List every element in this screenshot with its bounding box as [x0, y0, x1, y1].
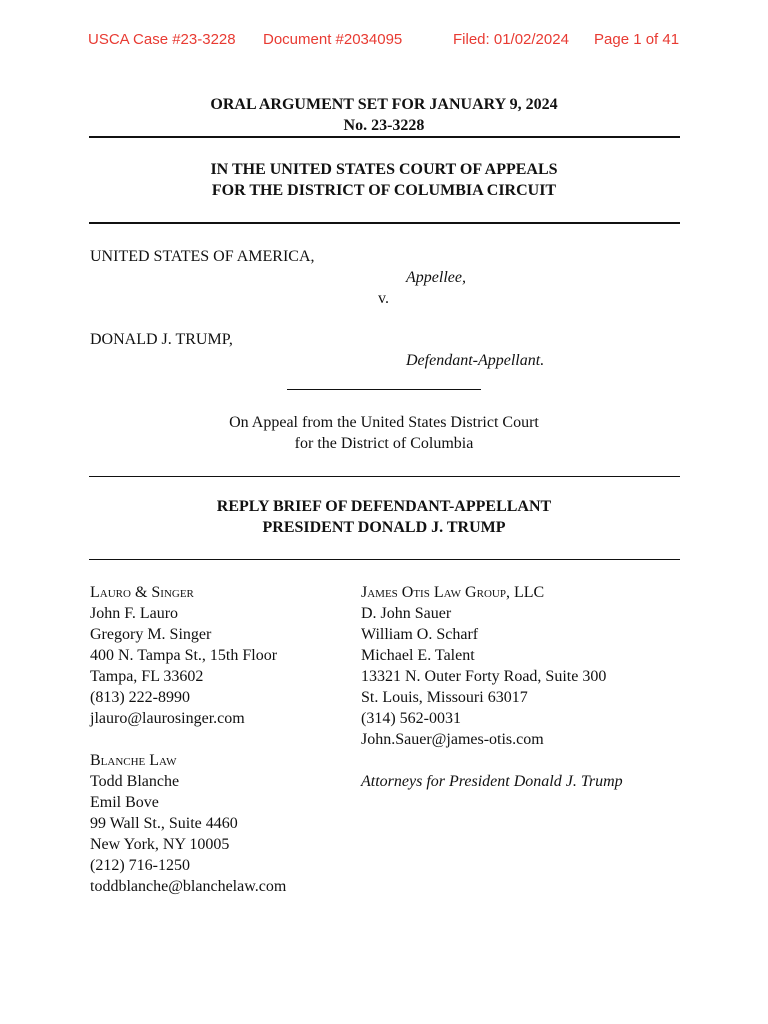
brief-title-line1: REPLY BRIEF OF DEFENDANT-APPELLANT: [216, 498, 552, 515]
case-number: No. 23-3228: [343, 117, 425, 134]
counsel-address: 13321 N. Outer Forty Road, Suite 300: [361, 668, 607, 685]
counsel-right-column: [361, 582, 623, 792]
counsel-email: John.Sauer@james-otis.com: [361, 731, 544, 748]
firm-name-james-otis: James Otis Law Group, LLC: [361, 584, 545, 601]
court-name-line1: IN THE UNITED STATES COURT OF APPEALS: [210, 161, 558, 178]
party-appellee-name: UNITED STATES OF AMERICA,: [90, 248, 315, 265]
counsel-address: 99 Wall St., Suite 4460: [90, 815, 238, 832]
counsel-left-column: [90, 582, 286, 897]
spacer: [90, 729, 286, 750]
divider-counsel: [89, 559, 680, 560]
stamp-document-number: Document #2034095: [263, 31, 403, 48]
divider-appeal: [89, 476, 680, 477]
party-appellee-role: Appellee,: [406, 269, 466, 286]
appeal-origin-line1: On Appeal from the United States District Court: [229, 414, 539, 431]
firm-name-lauro-singer: Lauro & Singer: [90, 584, 194, 601]
party-appellant-role: Defendant-Appellant.: [406, 352, 545, 369]
stamp-filed-date: Filed: 01/02/2024: [453, 31, 569, 48]
attorneys-for-line: Attorneys for President Donald J. Trump: [361, 773, 623, 790]
oral-argument-line: ORAL ARGUMENT SET FOR JANUARY 9, 2024: [210, 96, 558, 113]
counsel-email: toddblanche@blanchelaw.com: [90, 878, 287, 895]
counsel-address: 400 N. Tampa St., 15th Floor: [90, 647, 278, 664]
versus: v.: [378, 290, 389, 307]
counsel-email: jlauro@laurosinger.com: [90, 710, 245, 727]
stamp-case-number: USCA Case #23-3228: [88, 31, 236, 48]
counsel-block-blanche-law: [90, 750, 286, 897]
caption-separator: [287, 389, 481, 390]
counsel-city: Tampa, FL 33602: [90, 668, 204, 685]
divider-top: [89, 136, 680, 138]
court-name-line2: FOR THE DISTRICT OF COLUMBIA CIRCUIT: [211, 182, 557, 199]
counsel-line: William O. Scharf: [361, 626, 479, 643]
stamp-page-number: Page 1 of 41: [594, 31, 680, 48]
counsel-line: Todd Blanche: [90, 773, 180, 790]
spacer: [361, 750, 623, 771]
counsel-city: St. Louis, Missouri 63017: [361, 689, 528, 706]
counsel-city: New York, NY 10005: [90, 836, 230, 853]
counsel-phone: (314) 562-0031: [361, 710, 461, 727]
counsel-line: Gregory M. Singer: [90, 626, 212, 643]
counsel-line: Emil Bove: [90, 794, 159, 811]
counsel-line: John F. Lauro: [90, 605, 179, 622]
counsel-line: Michael E. Talent: [361, 647, 475, 664]
divider-caption: [89, 222, 680, 224]
counsel-phone: (212) 716-1250: [90, 857, 190, 874]
appeal-origin-line2: for the District of Columbia: [294, 435, 474, 452]
firm-name-blanche-law: Blanche Law: [90, 752, 177, 769]
party-appellant-name: DONALD J. TRUMP,: [90, 331, 233, 348]
counsel-line: D. John Sauer: [361, 605, 452, 622]
brief-title-line2: PRESIDENT DONALD J. TRUMP: [262, 519, 506, 536]
counsel-block-lauro-singer: [90, 582, 286, 729]
counsel-phone: (813) 222-8990: [90, 689, 190, 706]
